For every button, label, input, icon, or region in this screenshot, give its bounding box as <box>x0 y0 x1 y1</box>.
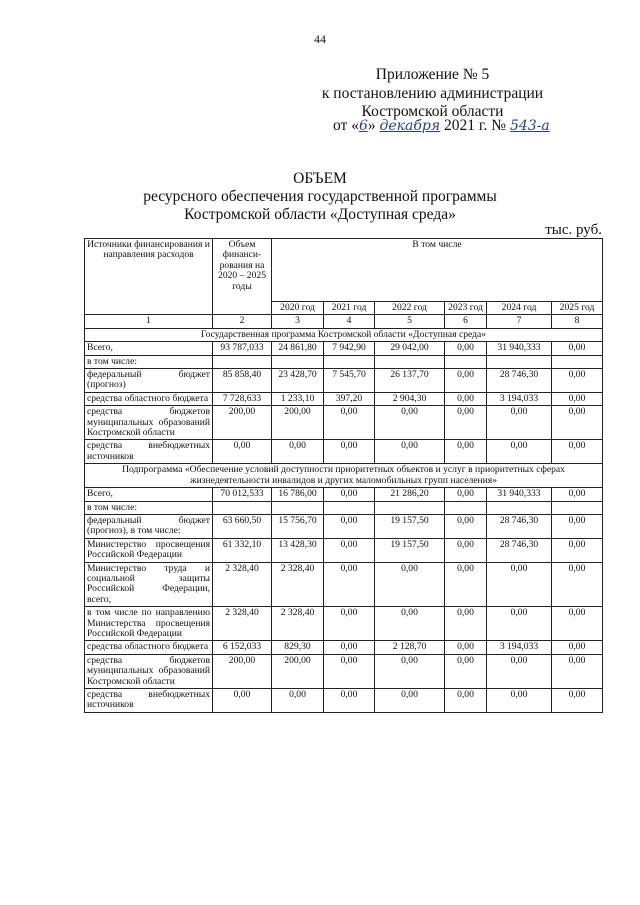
table-row <box>85 406 603 440</box>
row-value: 7 942,90 <box>324 342 375 355</box>
row-label: средства бюджетов муниципальных образований Костромской области <box>85 654 213 688</box>
row-value: 0,00 <box>487 406 552 440</box>
row-label: в том числе: <box>85 355 213 368</box>
row-value: 0,00 <box>375 607 445 641</box>
row-value: 0,00 <box>445 654 487 688</box>
row-value: 0,00 <box>445 406 487 440</box>
row-value: 0,00 <box>445 514 487 538</box>
table-row <box>85 501 603 514</box>
column-numbers-row <box>85 315 603 328</box>
column-number: 2 <box>213 315 272 328</box>
row-value: 2 128,70 <box>375 641 445 654</box>
date-mid: » <box>367 117 376 134</box>
table-row <box>85 562 603 607</box>
table-row <box>85 654 603 688</box>
row-value: 0,00 <box>487 440 552 464</box>
header-year: 2021 год <box>324 302 375 315</box>
row-value: 21 286,20 <box>375 488 445 501</box>
row-value: 19 157,50 <box>375 514 445 538</box>
row-label: в том числе: <box>85 501 213 514</box>
row-value <box>487 501 552 514</box>
row-value: 0,00 <box>552 342 603 355</box>
table-row <box>85 440 603 464</box>
row-label: средства внебюджетных источников <box>85 689 213 713</box>
row-value: 29 042,00 <box>375 342 445 355</box>
resource-table <box>84 238 603 713</box>
row-value: 0,00 <box>213 440 272 464</box>
row-value <box>375 355 445 368</box>
row-value: 2 328,40 <box>272 607 324 641</box>
column-number: 7 <box>487 315 552 328</box>
table-row <box>85 355 603 368</box>
header-year: 2023 год <box>445 302 487 315</box>
row-value: 0,00 <box>445 607 487 641</box>
row-value <box>552 501 603 514</box>
row-label: Министерство просвещения Российской Федерации <box>85 538 213 562</box>
handwritten-day: 6 <box>358 118 368 134</box>
row-value: 0,00 <box>375 406 445 440</box>
row-label: в том числе по направлению Министерства просвещения Российской Федерации <box>85 607 213 641</box>
row-value: 31 940,333 <box>487 488 552 501</box>
table-row <box>85 342 603 355</box>
row-value: 0,00 <box>324 641 375 654</box>
row-value: 16 786,00 <box>272 488 324 501</box>
row-value <box>445 501 487 514</box>
row-value: 0,00 <box>445 641 487 654</box>
document-title <box>0 170 640 224</box>
row-value <box>445 355 487 368</box>
row-value: 0,00 <box>324 514 375 538</box>
appendix-title: Приложение № 5 <box>375 66 490 83</box>
row-value: 0,00 <box>552 440 603 464</box>
row-label: Всего, <box>85 342 213 355</box>
header-sources: Источники финансирования и направления расходов <box>85 239 213 315</box>
column-number: 8 <box>552 315 603 328</box>
row-label: Министерство труда и социальной защиты Российской Федерации, всего, <box>85 562 213 607</box>
row-value: 0,00 <box>445 689 487 713</box>
row-value: 0,00 <box>375 562 445 607</box>
appendix-header <box>300 66 565 122</box>
row-value: 0,00 <box>375 654 445 688</box>
row-value: 31 940,333 <box>487 342 552 355</box>
row-value: 3 194,033 <box>487 641 552 654</box>
row-value: 2 328,40 <box>213 607 272 641</box>
row-value: 0,00 <box>552 607 603 641</box>
row-value: 28 746,30 <box>487 514 552 538</box>
row-value <box>213 355 272 368</box>
row-value: 0,00 <box>324 607 375 641</box>
row-value: 0,00 <box>324 488 375 501</box>
row-value: 0,00 <box>487 654 552 688</box>
row-value: 0,00 <box>552 369 603 393</box>
appendix-decree: к постановлению администрации <box>321 84 544 102</box>
column-number: 5 <box>375 315 445 328</box>
table-row <box>85 392 603 405</box>
row-value: 829,30 <box>272 641 324 654</box>
header-year: 2024 год <box>487 302 552 315</box>
header-year: 2025 год <box>552 302 603 315</box>
row-value: 0,00 <box>445 538 487 562</box>
row-value <box>272 355 324 368</box>
row-value: 13 428,30 <box>272 538 324 562</box>
row-value: 0,00 <box>324 406 375 440</box>
row-value: 2 904,30 <box>375 392 445 405</box>
row-label: средства областного бюджета <box>85 392 213 405</box>
row-value: 0,00 <box>552 392 603 405</box>
row-value: 19 157,50 <box>375 538 445 562</box>
row-value <box>552 355 603 368</box>
handwritten-number: 543-а <box>509 118 550 134</box>
row-value <box>487 355 552 368</box>
row-value: 0,00 <box>552 538 603 562</box>
row-value: 85 858,40 <box>213 369 272 393</box>
table-row <box>85 514 603 538</box>
title-line-3: Костромской области «Доступная среда» <box>184 206 456 223</box>
units-label: тыс. руб. <box>545 222 602 238</box>
row-value: 7 545,70 <box>324 369 375 393</box>
column-number: 3 <box>272 315 324 328</box>
date-prefix: от « <box>333 117 359 134</box>
row-value: 93 787,033 <box>213 342 272 355</box>
row-value: 61 332,10 <box>213 538 272 562</box>
row-value: 0,00 <box>324 440 375 464</box>
table-row <box>85 607 603 641</box>
row-value: 0,00 <box>552 562 603 607</box>
row-value: 0,00 <box>552 641 603 654</box>
row-value: 0,00 <box>272 440 324 464</box>
row-value: 0,00 <box>552 689 603 713</box>
appendix-region: Костромской области <box>361 103 504 120</box>
handwritten-month: декабря <box>379 118 441 134</box>
row-value <box>324 501 375 514</box>
row-value: 28 746,30 <box>487 538 552 562</box>
header-including: В том числе <box>272 239 603 302</box>
row-value: 0,00 <box>552 488 603 501</box>
row-value: 0,00 <box>272 689 324 713</box>
row-value: 0,00 <box>324 689 375 713</box>
row-value: 200,00 <box>272 654 324 688</box>
row-value: 0,00 <box>487 689 552 713</box>
page-number: 44 <box>314 32 326 46</box>
row-value: 0,00 <box>445 562 487 607</box>
column-number: 4 <box>324 315 375 328</box>
row-value: 70 012,533 <box>213 488 272 501</box>
column-number: 6 <box>445 315 487 328</box>
row-value <box>272 501 324 514</box>
section-title: Государственная программа Костромской области «Доступная среда» <box>85 328 603 341</box>
row-value: 6 152,033 <box>213 641 272 654</box>
row-value: 3 194,033 <box>487 392 552 405</box>
row-value: 0,00 <box>552 514 603 538</box>
row-value: 200,00 <box>213 654 272 688</box>
row-value: 0,00 <box>445 440 487 464</box>
row-value: 63 660,50 <box>213 514 272 538</box>
row-value: 23 428,70 <box>272 369 324 393</box>
row-label: средства бюджетов муниципальных образований Костромской области <box>85 406 213 440</box>
title-line-2: ресурсного обеспечения государственной программы <box>143 188 497 205</box>
section-title-row <box>85 328 603 341</box>
row-value <box>213 501 272 514</box>
row-value: 2 328,40 <box>213 562 272 607</box>
table-row <box>85 488 603 501</box>
row-value: 0,00 <box>445 342 487 355</box>
row-value: 0,00 <box>324 538 375 562</box>
row-value: 0,00 <box>552 406 603 440</box>
table-row <box>85 538 603 562</box>
row-value: 0,00 <box>324 654 375 688</box>
row-value: 0,00 <box>213 689 272 713</box>
row-value: 0,00 <box>487 607 552 641</box>
date-year: 2021 г. № <box>444 117 507 134</box>
row-value <box>324 355 375 368</box>
row-value: 0,00 <box>445 488 487 501</box>
row-label: средства областного бюджета <box>85 641 213 654</box>
row-value: 200,00 <box>272 406 324 440</box>
row-value: 24 861,80 <box>272 342 324 355</box>
row-label: федеральный бюджет (прогноз) <box>85 369 213 393</box>
row-value: 0,00 <box>445 369 487 393</box>
row-value <box>375 501 445 514</box>
row-value: 0,00 <box>375 440 445 464</box>
header-year: 2020 год <box>272 302 324 315</box>
row-label: Всего, <box>85 488 213 501</box>
section-title: Подпрограмма «Обеспечение условий доступности приоритетных объектов и услуг в приоритетных сферах жизнедеятельности инвалидов и других маломобильных групп населения» <box>85 464 603 488</box>
row-label: средства внебюджетных источников <box>85 440 213 464</box>
header-year: 2022 год <box>375 302 445 315</box>
table-row <box>85 369 603 393</box>
table-row <box>85 689 603 713</box>
section-title-row <box>85 464 603 488</box>
row-value: 0,00 <box>375 689 445 713</box>
row-value: 0,00 <box>445 392 487 405</box>
decree-date-line <box>333 117 573 135</box>
row-value: 0,00 <box>324 562 375 607</box>
row-value: 7 728,633 <box>213 392 272 405</box>
row-value: 0,00 <box>487 562 552 607</box>
row-value: 2 328,40 <box>272 562 324 607</box>
table-row <box>85 641 603 654</box>
title-line-1: ОБЪЕМ <box>293 170 347 187</box>
column-number: 1 <box>85 315 213 328</box>
row-value: 1 233,10 <box>272 392 324 405</box>
row-value: 397,20 <box>324 392 375 405</box>
row-value: 28 746,30 <box>487 369 552 393</box>
row-value: 0,00 <box>552 654 603 688</box>
header-volume: Объем финанси-рования на 2020 – 2025 годы <box>213 239 272 315</box>
row-label: федеральный бюджет (прогноз), в том числе: <box>85 514 213 538</box>
row-value: 200,00 <box>213 406 272 440</box>
row-value: 15 756,70 <box>272 514 324 538</box>
row-value: 26 137,70 <box>375 369 445 393</box>
